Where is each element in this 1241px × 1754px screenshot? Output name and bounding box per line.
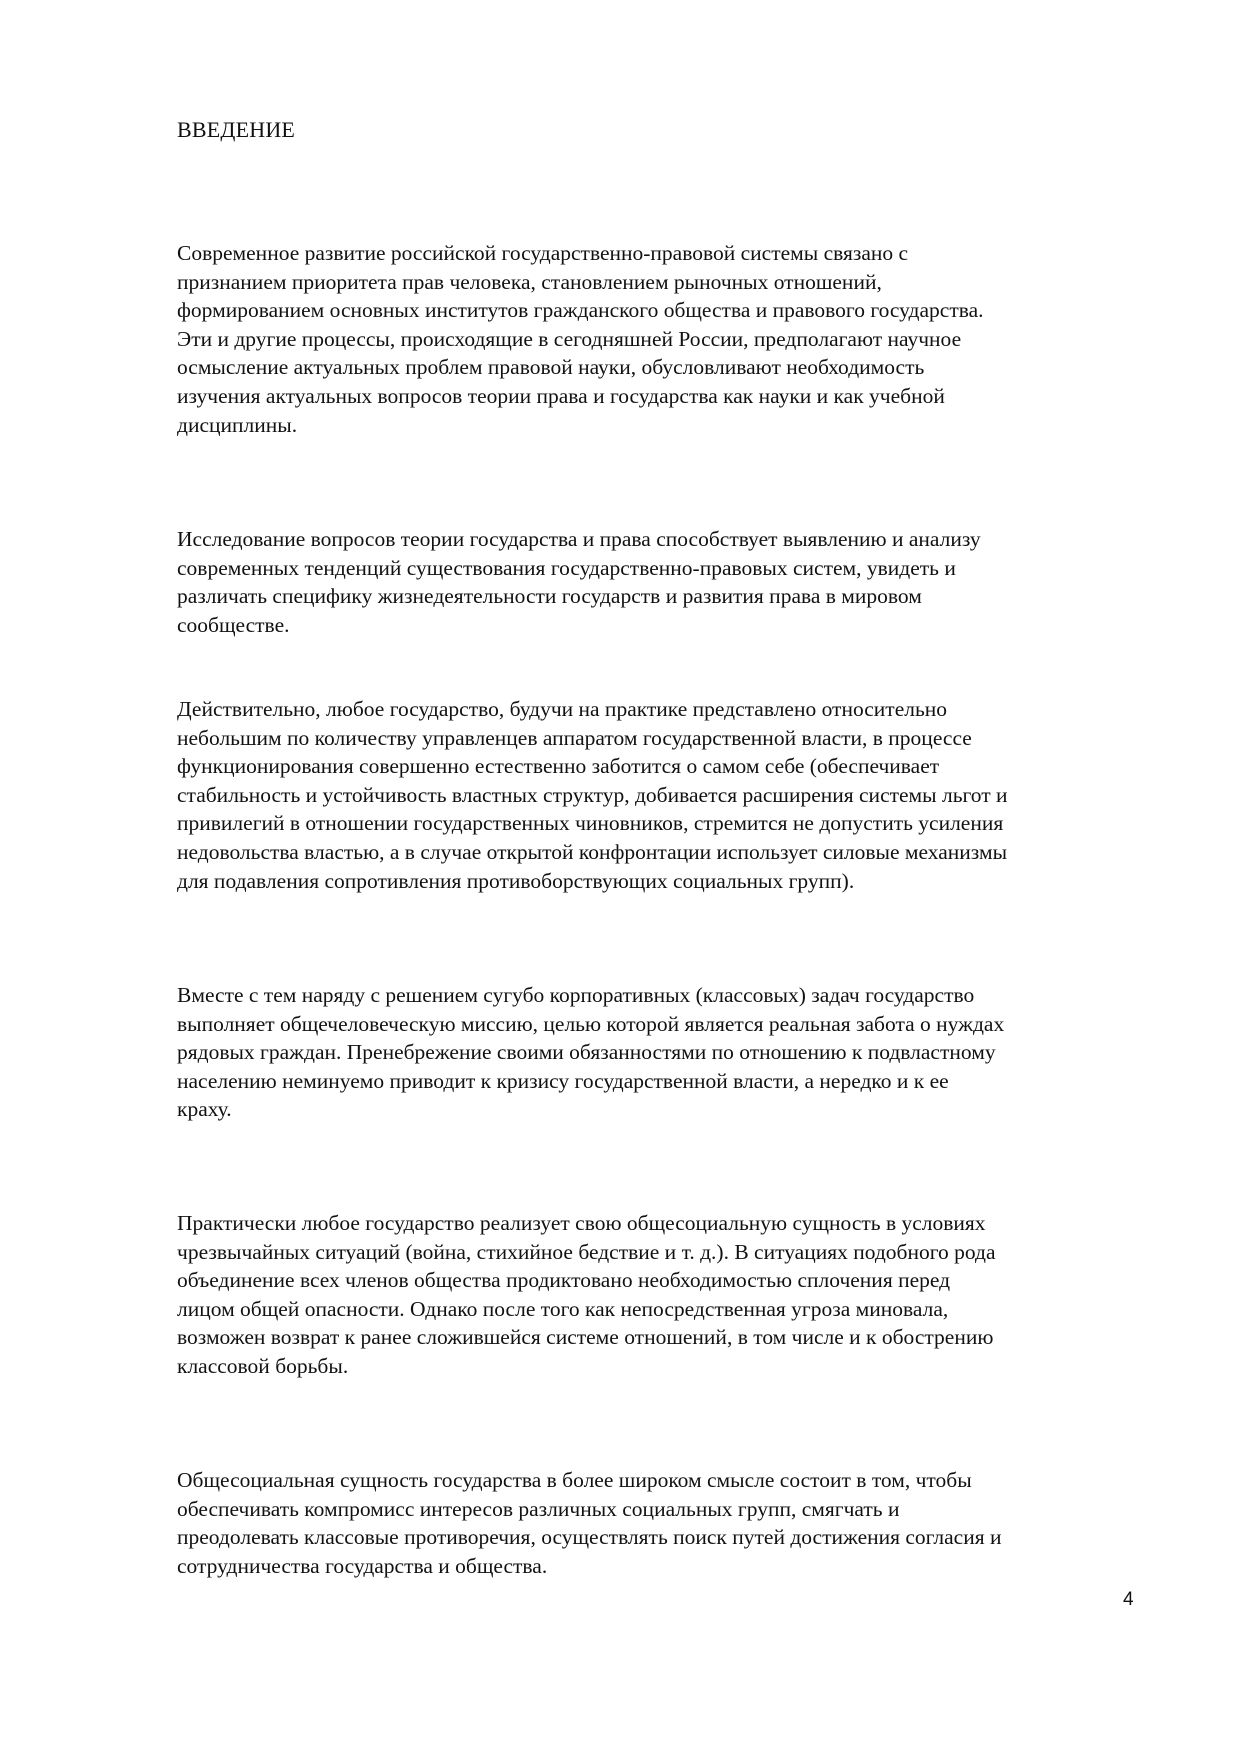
paragraph-4: Вместе с тем наряду с решением сугубо корпоративных (классовых) задач государство выполняет общечеловеческую миссию, целью которой является реальная забота о нуждах рядовых граждан. Пренебрежение своими обязанностями по отношению к подвластному населению неминуемо приводит к кризису государственной власти, а нередко и к ее краху. [177, 983, 1005, 1122]
paragraph-3: Действительно, любое государство, будучи на практике представлено относительно небольшим по количеству управленцев аппаратом государственной власти, в процессе функционирования совершенно естественно заботится о самом себе (обеспечивает стабильность и устойчивость властных структур, добивается расширения системы льгот и привилегий в отношении государственных чиновников, стремится не допустить усиления недовольства властью, а в случае открытой конфронтации использует силовые механизмы для подавления сопротивления противоборствующих социальных групп). [177, 697, 1008, 893]
page-title: ВВЕДЕНИЕ [177, 117, 296, 142]
paragraph-6: Общесоциальная сущность государства в более широком смысле состоит в том, чтобы обеспечивать компромисс интересов различных социальных групп, смягчать и преодолевать классовые противоречия, осуществлять поиск путей достижения согласия и сотрудничества государства и общества. [177, 1468, 1002, 1578]
paragraph-1: Современное развитие российской государственно-правовой системы связано с признанием приоритета прав человека, становлением рыночных отношений, формированием основных институтов гражданского общества и правового государства. Эти и другие процессы, происходящие в сегодняшней России, предполагают научное осмысление актуальных проблем правовой науки, обусловливают необходимость изучения актуальных вопросов теории права и государства как науки и как учебной дисциплины. [177, 241, 984, 437]
page-number: 4 [1123, 1589, 1134, 1610]
paragraph-5: Практически любое государство реализует свою общесоциальную сущность в условиях чрезвычайных ситуаций (война, стихийное бедствие и т. д.). В ситуациях подобного рода объединение всех членов общества продиктовано необходимостью сплочения перед лицом общей опасности. Однако после того как непосредственная угроза миновала, возможен возврат к ранее сложившейся системе отношений, в том числе и к обострению классовой борьбы. [177, 1211, 996, 1378]
paragraph-2: Исследование вопросов теории государства и права способствует выявлению и анализу современных тенденций существования государственно-правовых систем, увидеть и различать специфику жизнедеятельности государств и развития права в мировом сообществе. [177, 527, 981, 637]
